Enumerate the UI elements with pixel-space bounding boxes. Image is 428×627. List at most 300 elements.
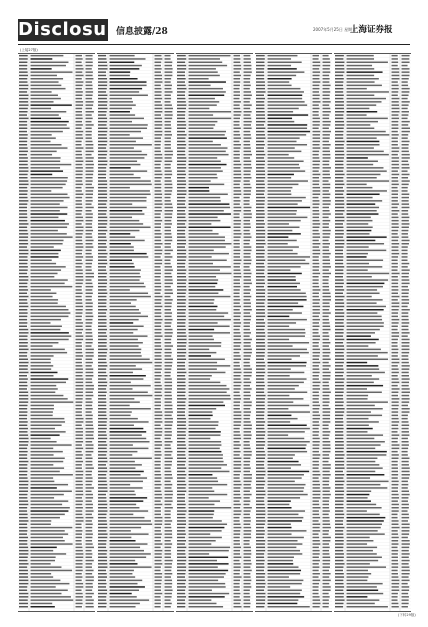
row-name-cell [110,137,144,139]
row-value-cell [86,250,92,252]
row-value-cell [244,382,252,384]
row-code-cell [256,590,264,592]
row-name-cell [189,322,218,324]
row-name-cell [110,530,131,532]
row-value-cell [76,494,84,496]
table-row [334,263,411,265]
row-value-cell [392,128,399,130]
row-code-cell [19,329,28,331]
row-name-cell [189,289,224,291]
row-name-cell [189,98,215,100]
row-name-cell [347,250,387,252]
row-value-cell [86,213,93,215]
table-row [18,514,95,516]
row-value-cell [323,220,331,222]
table-row [176,223,253,225]
row-value-cell [86,184,92,186]
row-code-cell [177,293,186,295]
row-name-cell [268,537,304,539]
row-value-cell [392,101,399,103]
row-name-cell [347,134,390,136]
row-value-cell [244,316,252,318]
row-name-cell [110,306,136,308]
row-code-cell [177,355,185,357]
row-code-cell [256,560,265,562]
row-value-cell [86,349,94,351]
row-name-cell [347,114,367,116]
row-value-cell [313,504,320,506]
row-code-cell [19,408,27,410]
table-row [97,263,174,265]
table-row [255,454,332,456]
row-value-cell [76,293,83,295]
row-value-cell [392,504,399,506]
row-value-cell [234,240,240,242]
row-name-cell [347,306,386,308]
row-value-cell [402,213,409,215]
row-name-cell [189,200,221,202]
table-row [176,458,253,460]
row-name-cell [268,68,297,70]
table-row [176,236,253,238]
table-row [18,118,95,120]
table-row [97,464,174,466]
row-name-cell [189,197,221,199]
row-name-cell [189,408,217,410]
table-row [18,504,95,506]
row-value-cell [392,530,398,532]
row-code-cell [177,335,186,337]
row-code-cell [335,108,344,110]
row-name-cell [189,349,210,351]
table-row [18,161,95,163]
row-name-cell [268,104,308,106]
table-row [255,415,332,417]
row-value-cell [244,108,251,110]
table-row [255,78,332,80]
row-value-cell [402,55,410,57]
row-value-cell [244,566,251,568]
row-name-cell [31,273,58,275]
row-code-cell [335,458,344,460]
row-code-cell [335,134,343,136]
row-name-cell [110,467,136,469]
row-value-cell [323,269,329,271]
row-name-cell [268,431,305,433]
row-name-cell [347,200,383,202]
row-code-cell [177,316,186,318]
row-value-cell [402,250,408,252]
row-code-cell [335,65,344,67]
row-name-cell [110,71,131,73]
row-value-cell [155,378,161,380]
row-code-cell [98,207,107,209]
row-name-cell [31,332,69,334]
row-name-cell [189,524,228,526]
row-value-cell [392,81,398,83]
row-code-cell [335,428,344,430]
row-name-cell [347,283,385,285]
table-row [18,441,95,443]
row-value-cell [76,147,84,149]
row-name-cell [268,563,294,565]
row-code-cell [335,302,344,304]
row-code-cell [177,425,186,427]
row-name-cell [31,359,51,361]
row-value-cell [165,599,171,601]
row-name-cell [31,507,70,509]
row-name-cell [189,332,231,334]
row-value-cell [76,220,84,222]
table-row [176,114,253,116]
row-value-cell [323,203,331,205]
row-code-cell [98,527,107,529]
row-code-cell [177,606,185,608]
row-value-cell [323,359,331,361]
row-value-cell [244,326,250,328]
row-code-cell [19,144,27,146]
row-code-cell [335,500,344,502]
row-code-cell [19,174,28,176]
table-row [18,246,95,248]
row-value-cell [244,91,252,93]
row-value-cell [234,157,240,159]
table-row [97,395,174,397]
row-name-cell [347,566,387,568]
row-value-cell [234,438,242,440]
row-code-cell [177,474,186,476]
row-value-cell [392,184,399,186]
row-code-cell [335,491,344,493]
row-value-cell [244,524,251,526]
row-value-cell [165,444,171,446]
row-value-cell [244,236,252,238]
table-row [334,243,411,245]
row-code-cell [256,75,264,77]
row-code-cell [98,491,107,493]
row-value-cell [313,537,320,539]
row-code-cell [256,471,265,473]
row-value-cell [234,603,241,605]
table-row [334,477,411,479]
row-code-cell [177,471,185,473]
row-code-cell [19,124,27,126]
row-value-cell [155,563,163,565]
row-value-cell [86,243,93,245]
table-row [97,596,174,598]
row-value-cell [86,279,92,281]
row-value-cell [402,164,410,166]
row-value-cell [244,230,250,232]
table-row [255,124,332,126]
row-code-cell [177,540,186,542]
row-value-cell [392,134,399,136]
row-name-cell [31,494,64,496]
row-name-cell [347,540,374,542]
row-value-cell [155,484,162,486]
row-value-cell [402,236,409,238]
row-value-cell [392,164,399,166]
row-value-cell [323,114,330,116]
row-name-cell [31,345,53,347]
row-code-cell [98,514,107,516]
row-code-cell [19,141,27,143]
row-value-cell [313,580,321,582]
row-name-cell [31,78,64,80]
row-code-cell [256,128,265,130]
row-value-cell [244,147,251,149]
table-row [97,507,174,509]
table-row [18,55,95,57]
table-row [334,514,411,516]
row-value-cell [234,421,242,423]
table-row [18,448,95,450]
row-code-cell [98,230,107,232]
row-value-cell [76,223,82,225]
row-name-cell [110,510,149,512]
row-name-cell [347,339,379,341]
table-row [334,326,411,328]
row-code-cell [98,151,107,153]
table-row [18,431,95,433]
row-value-cell [313,263,320,265]
row-name-cell [189,213,231,215]
table-row [176,269,253,271]
row-code-cell [177,349,186,351]
row-value-cell [244,134,251,136]
row-value-cell [244,425,252,427]
row-value-cell [323,471,330,473]
row-name-cell [268,342,310,344]
row-name-cell [347,510,367,512]
row-value-cell [234,560,240,562]
table-row [334,227,411,229]
row-value-cell [155,289,162,291]
row-name-cell [110,583,138,585]
table-row [97,425,174,427]
row-value-cell [86,359,93,361]
row-value-cell [244,276,251,278]
row-value-cell [76,560,83,562]
row-code-cell [98,500,107,502]
row-code-cell [19,78,27,80]
row-name-cell [110,213,145,215]
row-value-cell [244,599,251,601]
row-code-cell [256,233,265,235]
row-value-cell [323,174,330,176]
row-value-cell [234,428,240,430]
row-value-cell [155,411,163,413]
row-value-cell [392,471,399,473]
row-value-cell [244,141,250,143]
row-value-cell [155,444,163,446]
row-code-cell [98,322,107,324]
row-value-cell [392,108,400,110]
row-code-cell [19,335,28,337]
row-code-cell [256,431,265,433]
row-value-cell [165,227,171,229]
row-value-cell [76,58,83,60]
row-name-cell [189,329,215,331]
row-value-cell [155,461,161,463]
row-name-cell [347,524,382,526]
row-code-cell [19,593,28,595]
table-row [18,243,95,245]
row-value-cell [392,269,398,271]
row-name-cell [110,256,149,258]
table-row [18,177,95,179]
row-value-cell [323,121,331,123]
row-value-cell [313,131,321,133]
row-value-cell [234,441,240,443]
table-row [255,289,332,291]
row-value-cell [155,164,161,166]
row-code-cell [98,302,106,304]
row-value-cell [86,491,92,493]
row-value-cell [323,517,330,519]
row-value-cell [392,95,398,97]
row-value-cell [244,154,252,156]
row-name-cell [189,316,225,318]
table-row [334,170,411,172]
row-name-cell [189,461,224,463]
row-code-cell [19,448,27,450]
row-value-cell [313,154,319,156]
row-name-cell [110,441,150,443]
row-value-cell [244,309,252,311]
row-name-cell [268,570,302,572]
row-name-cell [347,504,377,506]
row-value-cell [313,104,319,106]
row-value-cell [165,441,173,443]
row-value-cell [76,316,82,318]
table-row [18,131,95,133]
table-row [176,599,253,601]
table-row [97,566,174,568]
row-value-cell [392,362,400,364]
table-row [18,121,95,123]
row-value-cell [155,520,163,522]
row-value-cell [402,428,409,430]
row-name-cell [347,451,387,453]
table-row [334,71,411,73]
row-name-cell [110,111,130,113]
row-value-cell [392,223,399,225]
table-row [97,256,174,258]
row-value-cell [234,260,242,262]
row-value-cell [155,174,163,176]
row-value-cell [86,180,93,182]
row-name-cell [110,543,148,545]
table-row [176,147,253,149]
row-name-cell [31,65,66,67]
row-name-cell [110,240,145,242]
row-value-cell [234,227,241,229]
row-name-cell [189,253,229,255]
row-name-cell [347,378,380,380]
row-name-cell [189,411,213,413]
table-row [255,88,332,90]
row-value-cell [323,454,330,456]
row-code-cell [19,540,27,542]
row-value-cell [244,530,252,532]
row-value-cell [323,461,329,463]
row-code-cell [335,147,344,149]
row-code-cell [335,137,343,139]
row-name-cell [268,184,299,186]
row-value-cell [234,385,241,387]
row-name-cell [347,385,384,387]
table-row [176,293,253,295]
row-value-cell [165,590,173,592]
row-code-cell [335,104,344,106]
table-row [255,128,332,130]
row-name-cell [110,65,142,67]
row-name-cell [31,606,55,608]
row-value-cell [234,550,241,552]
row-value-cell [234,510,242,512]
table-row [176,299,253,301]
table-row [176,454,253,456]
row-value-cell [323,319,329,321]
row-value-cell [313,286,320,288]
row-code-cell [256,302,264,304]
row-name-cell [347,372,385,374]
row-value-cell [402,151,409,153]
row-code-cell [256,524,265,526]
table-row [18,141,95,143]
row-value-cell [313,85,320,87]
table-row [334,306,411,308]
row-value-cell [155,477,162,479]
row-code-cell [256,170,265,172]
row-value-cell [76,576,83,578]
row-name-cell [347,95,375,97]
row-value-cell [402,197,409,199]
row-code-cell [177,428,186,430]
table-row [334,134,411,136]
table-row [334,161,411,163]
row-value-cell [234,484,242,486]
row-name-cell [110,309,139,311]
row-name-cell [31,458,65,460]
row-code-cell [177,395,185,397]
row-value-cell [244,121,252,123]
row-name-cell [268,256,310,258]
row-value-cell [392,256,399,258]
row-value-cell [313,203,320,205]
row-value-cell [392,451,398,453]
row-value-cell [234,250,241,252]
row-code-cell [177,164,186,166]
row-value-cell [244,428,252,430]
row-value-cell [86,289,93,291]
row-name-cell [31,461,64,463]
table-row [255,260,332,262]
row-value-cell [313,256,319,258]
row-name-cell [189,299,215,301]
row-name-cell [268,220,301,222]
table-row [176,431,253,433]
row-name-cell [189,174,217,176]
row-code-cell [335,332,344,334]
row-code-cell [256,458,265,460]
row-code-cell [256,174,265,176]
row-name-cell [31,580,61,582]
table-row [18,210,95,212]
row-value-cell [244,392,251,394]
row-value-cell [402,187,408,189]
